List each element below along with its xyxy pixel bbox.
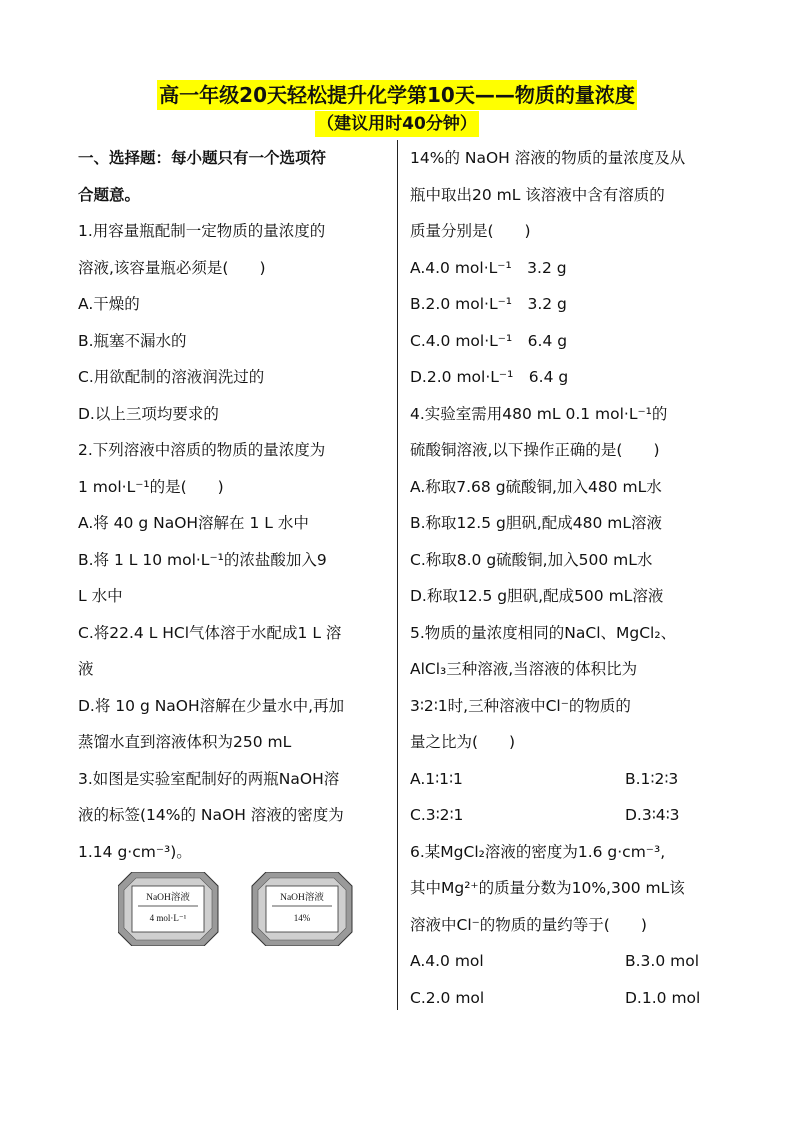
q5-option-b: B.1∶2∶3 <box>625 769 679 788</box>
q5-stem: 3∶2∶1时,三种溶液中Cl⁻的物质的 <box>410 696 631 715</box>
page-title: 高一年级20天轻松提升化学第10天——物质的量浓度 <box>157 80 637 110</box>
q2-option-d: D.将 10 g NaOH溶解在少量水中,再加 <box>78 696 345 715</box>
q3-option-a: A.4.0 mol·L⁻¹ 3.2 g <box>410 258 567 277</box>
q2-option-c-cont: 液 <box>78 660 94 678</box>
q5-option-c: C.3∶2∶1 <box>410 806 464 824</box>
label2-value: 14% <box>293 913 311 923</box>
q2-stem: 2.下列溶液中溶质的物质的量浓度为 <box>78 441 326 459</box>
q4-stem: 硫酸铜溶液,以下操作正确的是( ) <box>410 441 660 459</box>
bottle-label-2 <box>252 872 352 946</box>
q5-stem: 5.物质的量浓度相同的NaCl、MgCl₂、 <box>410 623 677 642</box>
label1-name: NaOH溶液 <box>146 893 190 903</box>
q2-option-d-cont: 蒸馏水直到溶液体积为250 mL <box>78 733 292 751</box>
q3-stem-cont: 瓶中取出20 mL 该溶液中含有溶质的 <box>410 185 665 204</box>
q2-option-a: A.将 40 g NaOH溶解在 1 L 水中 <box>78 514 309 532</box>
q1-option-c: C.用欲配制的溶液润洗过的 <box>78 368 265 386</box>
q3-option-d: D.2.0 mol·L⁻¹ 6.4 g <box>410 368 569 386</box>
q1-stem: 1.用容量瓶配制一定物质的量浓度的 <box>78 222 326 240</box>
q4-option-d: D.称取12.5 g胆矾,配成500 mL溶液 <box>410 587 664 605</box>
q1-stem: 溶液,该容量瓶必须是( ) <box>78 258 266 277</box>
label1-value: 4 mol·L⁻¹ <box>149 913 187 923</box>
q5-option-a: A.1∶1∶1 <box>410 769 463 788</box>
q4-option-a: A.称取7.68 g硫酸铜,加入480 mL水 <box>410 477 662 496</box>
title-block <box>0 80 794 137</box>
q6-stem: 其中Mg²⁺的质量分数为10%,300 mL该 <box>410 879 685 897</box>
q6-stem: 6.某MgCl₂溶液的密度为1.6 g·cm⁻³, <box>410 842 666 861</box>
q2-stem: 1 mol·L⁻¹的是( ) <box>78 477 224 496</box>
label2-name: NaOH溶液 <box>280 893 324 903</box>
bottle-labels-figure <box>118 872 358 946</box>
q1-option-d: D.以上三项均要求的 <box>78 404 219 423</box>
q3-stem: 1.14 g·cm⁻³)。 <box>78 842 192 861</box>
q4-stem: 4.实验室需用480 mL 0.1 mol·L⁻¹的 <box>410 404 668 423</box>
q6-options-row <box>410 980 730 1017</box>
q6-option-a: A.4.0 mol <box>410 952 484 970</box>
q6-option-b: B.3.0 mol <box>625 952 700 970</box>
q1-option-b: B.瓶塞不漏水的 <box>78 331 187 350</box>
q6-option-d: D.1.0 mol <box>625 988 701 1007</box>
q6-option-c: C.2.0 mol <box>410 988 485 1007</box>
left-column <box>78 140 388 870</box>
q6-options-row <box>410 943 730 980</box>
q5-stem: 量之比为( ) <box>410 733 516 751</box>
page-subtitle: （建议用时40分钟） <box>315 111 479 137</box>
q3-stem: 3.如图是实验室配制好的两瓶NaOH溶 <box>78 769 340 788</box>
q4-option-b: B.称取12.5 g胆矾,配成480 mL溶液 <box>410 514 663 532</box>
q2-option-b: B.将 1 L 10 mol·L⁻¹的浓盐酸加入9 <box>78 550 327 569</box>
right-column <box>410 140 730 1016</box>
q6-stem: 溶液中Cl⁻的物质的量约等于( ) <box>410 915 647 934</box>
q3-stem-cont: 质量分别是( ) <box>410 222 531 240</box>
q5-options-row <box>410 797 730 834</box>
q4-option-c: C.称取8.0 g硫酸铜,加入500 mL水 <box>410 550 653 569</box>
q3-stem: 液的标签(14%的 NaOH 溶液的密度为 <box>78 806 344 824</box>
bottle-label-1 <box>118 872 218 946</box>
q5-options-row <box>410 761 730 798</box>
q2-option-c: C.将22.4 L HCl气体溶于水配成1 L 溶 <box>78 623 342 642</box>
section-heading: 一、选择题：每小题只有一个选项符 <box>78 149 327 167</box>
q1-option-a: A.干燥的 <box>78 295 140 313</box>
q3-stem-cont: 14%的 NaOH 溶液的物质的量浓度及从 <box>410 149 686 167</box>
section-heading: 合题意。 <box>78 185 141 204</box>
q3-option-b: B.2.0 mol·L⁻¹ 3.2 g <box>410 295 567 313</box>
column-divider <box>397 140 398 1010</box>
q5-stem: AlCl₃三种溶液,当溶液的体积比为 <box>410 660 638 678</box>
q2-option-b-cont: L 水中 <box>78 587 123 605</box>
q5-option-d: D.3∶4∶3 <box>625 806 680 824</box>
q3-option-c: C.4.0 mol·L⁻¹ 6.4 g <box>410 331 568 350</box>
